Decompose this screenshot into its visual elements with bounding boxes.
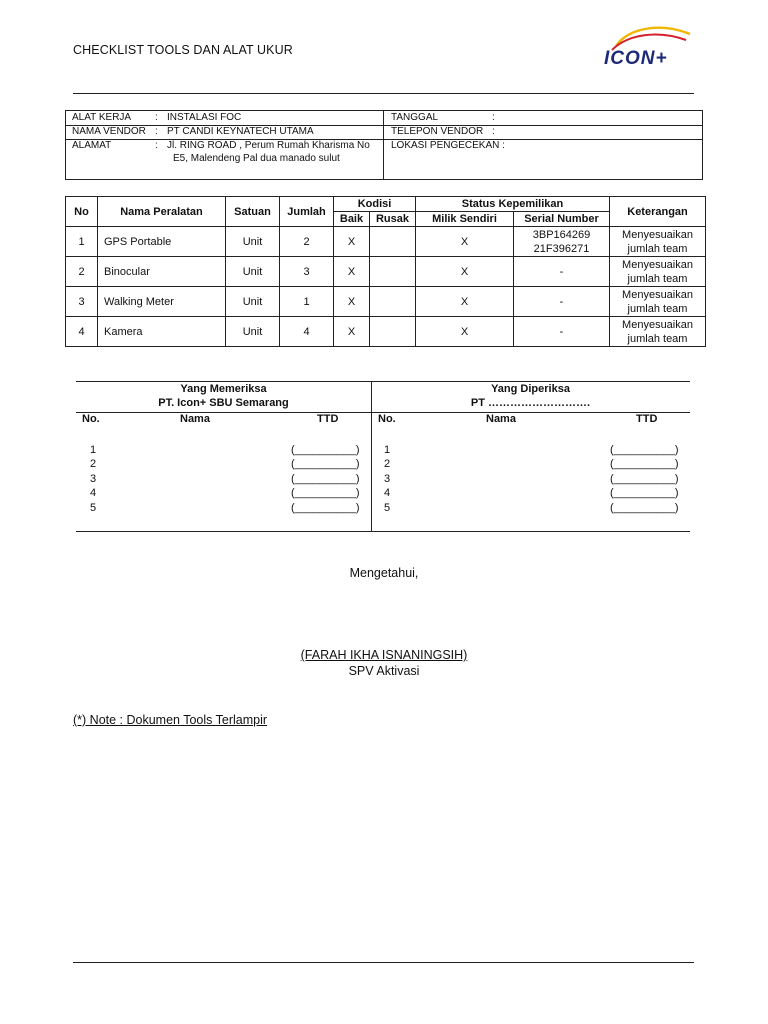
- telepon-colon: :: [492, 126, 495, 137]
- cell-satuan: Unit: [226, 287, 280, 317]
- signature-table: [76, 381, 690, 532]
- cell-milik: X: [416, 227, 514, 257]
- cell-serial: [514, 227, 610, 257]
- table-row: [66, 287, 706, 317]
- mengetahui-label: Mengetahui,: [349, 566, 419, 580]
- right-col-no: No.: [378, 413, 396, 425]
- right-company: PT ……………………….: [470, 397, 591, 409]
- nama-vendor-colon: :: [155, 126, 158, 137]
- cell-baik: X: [334, 317, 370, 347]
- alamat-line-1: Jl. RING ROAD , Perum Rumah Kharisma No: [167, 140, 370, 151]
- right-number-3: 3: [384, 473, 391, 485]
- left-col-nama: Nama: [180, 413, 210, 425]
- right-signature-blank-2[interactable]: (__________): [610, 458, 679, 470]
- header-serial-number: Serial Number: [514, 212, 610, 227]
- alamat-label: ALAMAT: [72, 140, 112, 151]
- keterangan-line-2: jumlah team: [627, 332, 688, 345]
- left-number-4: 4: [90, 487, 97, 499]
- cell-baik: X: [334, 257, 370, 287]
- cell-no: 1: [66, 227, 98, 257]
- header-status-kepemilikan: Status Kepemilikan: [416, 197, 610, 212]
- info-row-alat-kerja: [66, 111, 383, 126]
- left-number-5: 5: [90, 502, 97, 514]
- right-signature-blank-3[interactable]: (__________): [610, 473, 679, 485]
- cell-satuan: Unit: [226, 227, 280, 257]
- cell-no: 4: [66, 317, 98, 347]
- cell-rusak: [370, 287, 416, 317]
- left-col-ttd: TTD: [317, 413, 339, 425]
- keterangan-line-1: Menyesuaikan: [622, 288, 693, 301]
- header-satuan: Satuan: [226, 197, 280, 227]
- info-left-column: [66, 111, 384, 179]
- info-row-telepon: [384, 125, 702, 140]
- left-signature-blank-1[interactable]: (__________): [291, 444, 360, 456]
- right-col-nama: Nama: [486, 413, 516, 425]
- cell-keterangan: [610, 287, 706, 317]
- signature-bottom-rule: [76, 531, 690, 532]
- cell-jumlah: 3: [280, 257, 334, 287]
- left-number-2: 2: [90, 458, 97, 470]
- cell-serial: -: [514, 257, 610, 287]
- right-signature-blank-5[interactable]: (__________): [610, 502, 679, 514]
- table-row: [66, 317, 706, 347]
- approver-name: (FARAH IKHA ISNANINGSIH): [300, 648, 468, 662]
- document-title: CHECKLIST TOOLS DAN ALAT UKUR: [73, 43, 293, 57]
- left-title: Yang Memeriksa: [180, 383, 267, 395]
- cell-rusak: [370, 257, 416, 287]
- cell-no: 2: [66, 257, 98, 287]
- cell-baik: X: [334, 227, 370, 257]
- right-signature-blank-1[interactable]: (__________): [610, 444, 679, 456]
- alat-kerja-value: INSTALASI FOC: [167, 112, 242, 123]
- cell-milik: X: [416, 317, 514, 347]
- cell-satuan: Unit: [226, 257, 280, 287]
- cell-keterangan: [610, 317, 706, 347]
- tanggal-colon: :: [492, 112, 495, 123]
- left-col-no: No.: [82, 413, 100, 425]
- info-right-column: [384, 111, 702, 179]
- left-signature-blank-5[interactable]: (__________): [291, 502, 360, 514]
- left-signature-blank-3[interactable]: (__________): [291, 473, 360, 485]
- cell-keterangan: [610, 227, 706, 257]
- left-signature-blank-2[interactable]: (__________): [291, 458, 360, 470]
- header-jumlah: Jumlah: [280, 197, 334, 227]
- tanggal-label: TANGGAL: [391, 112, 439, 123]
- alamat-line-2: E5, Malendeng Pal dua manado sulut: [173, 153, 340, 164]
- info-row-tanggal: [384, 111, 702, 126]
- keterangan-line-2: jumlah team: [627, 242, 688, 255]
- header-kodisi: Kodisi: [334, 197, 416, 212]
- cell-keterangan: [610, 257, 706, 287]
- cell-nama: GPS Portable: [98, 227, 226, 257]
- header-baik: Baik: [334, 212, 370, 227]
- left-number-1: 1: [90, 444, 97, 456]
- header-rusak: Rusak: [370, 212, 416, 227]
- header-nama-peralatan: Nama Peralatan: [98, 197, 226, 227]
- keterangan-line-2: jumlah team: [627, 272, 688, 285]
- right-title: Yang Diperiksa: [491, 383, 570, 395]
- right-number-5: 5: [384, 502, 391, 514]
- cell-jumlah: 1: [280, 287, 334, 317]
- alat-kerja-label: ALAT KERJA: [72, 112, 132, 123]
- alamat-colon: :: [155, 140, 158, 151]
- cell-milik: X: [416, 257, 514, 287]
- right-number-4: 4: [384, 487, 391, 499]
- right-number-1: 1: [384, 444, 391, 456]
- cell-milik: X: [416, 287, 514, 317]
- cell-serial: -: [514, 287, 610, 317]
- signature-top-rule: [76, 381, 690, 382]
- tools-header-row-1: [66, 197, 706, 212]
- telepon-label: TELEPON VENDOR: [391, 126, 484, 137]
- cell-rusak: [370, 227, 416, 257]
- info-row-nama-vendor: [66, 125, 383, 140]
- keterangan-line-1: Menyesuaikan: [622, 228, 693, 241]
- cell-jumlah: 4: [280, 317, 334, 347]
- serial-line-1: 3BP164269: [532, 228, 591, 241]
- document-note: (*) Note : Dokumen Tools Terlampir: [73, 713, 268, 727]
- right-col-ttd: TTD: [636, 413, 658, 425]
- table-row: [66, 257, 706, 287]
- header-keterangan: Keterangan: [610, 197, 706, 227]
- serial-line-2: 21F396271: [533, 242, 590, 255]
- lokasi-label: LOKASI PENGECEKAN :: [391, 140, 505, 151]
- approver-position: SPV Aktivasi: [348, 664, 420, 678]
- table-row: [66, 227, 706, 257]
- cell-no: 3: [66, 287, 98, 317]
- keterangan-line-1: Menyesuaikan: [622, 318, 693, 331]
- cell-satuan: Unit: [226, 317, 280, 347]
- cell-jumlah: 2: [280, 227, 334, 257]
- logo-wordmark: ICON+: [604, 48, 668, 69]
- right-signature-blank-4[interactable]: (__________): [610, 487, 679, 499]
- cell-rusak: [370, 317, 416, 347]
- icon-plus-logo: [598, 24, 698, 72]
- footer-rule: [73, 962, 694, 963]
- cell-nama: Walking Meter: [98, 287, 226, 317]
- tools-table: [65, 196, 706, 347]
- right-number-2: 2: [384, 458, 391, 470]
- cell-nama: Kamera: [98, 317, 226, 347]
- left-company: PT. Icon+ SBU Semarang: [158, 397, 289, 409]
- nama-vendor-label: NAMA VENDOR: [72, 126, 146, 137]
- info-table: [65, 110, 703, 180]
- header-milik-sendiri: Milik Sendiri: [416, 212, 514, 227]
- header-rule: [73, 93, 694, 94]
- nama-vendor-value: PT CANDI KEYNATECH UTAMA: [167, 126, 314, 137]
- keterangan-line-2: jumlah team: [627, 302, 688, 315]
- left-signature-blank-4[interactable]: (__________): [291, 487, 360, 499]
- left-number-3: 3: [90, 473, 97, 485]
- keterangan-line-1: Menyesuaikan: [622, 258, 693, 271]
- cell-serial: -: [514, 317, 610, 347]
- alat-kerja-colon: :: [155, 112, 158, 123]
- cell-nama: Binocular: [98, 257, 226, 287]
- header-no: No: [66, 197, 98, 227]
- cell-baik: X: [334, 287, 370, 317]
